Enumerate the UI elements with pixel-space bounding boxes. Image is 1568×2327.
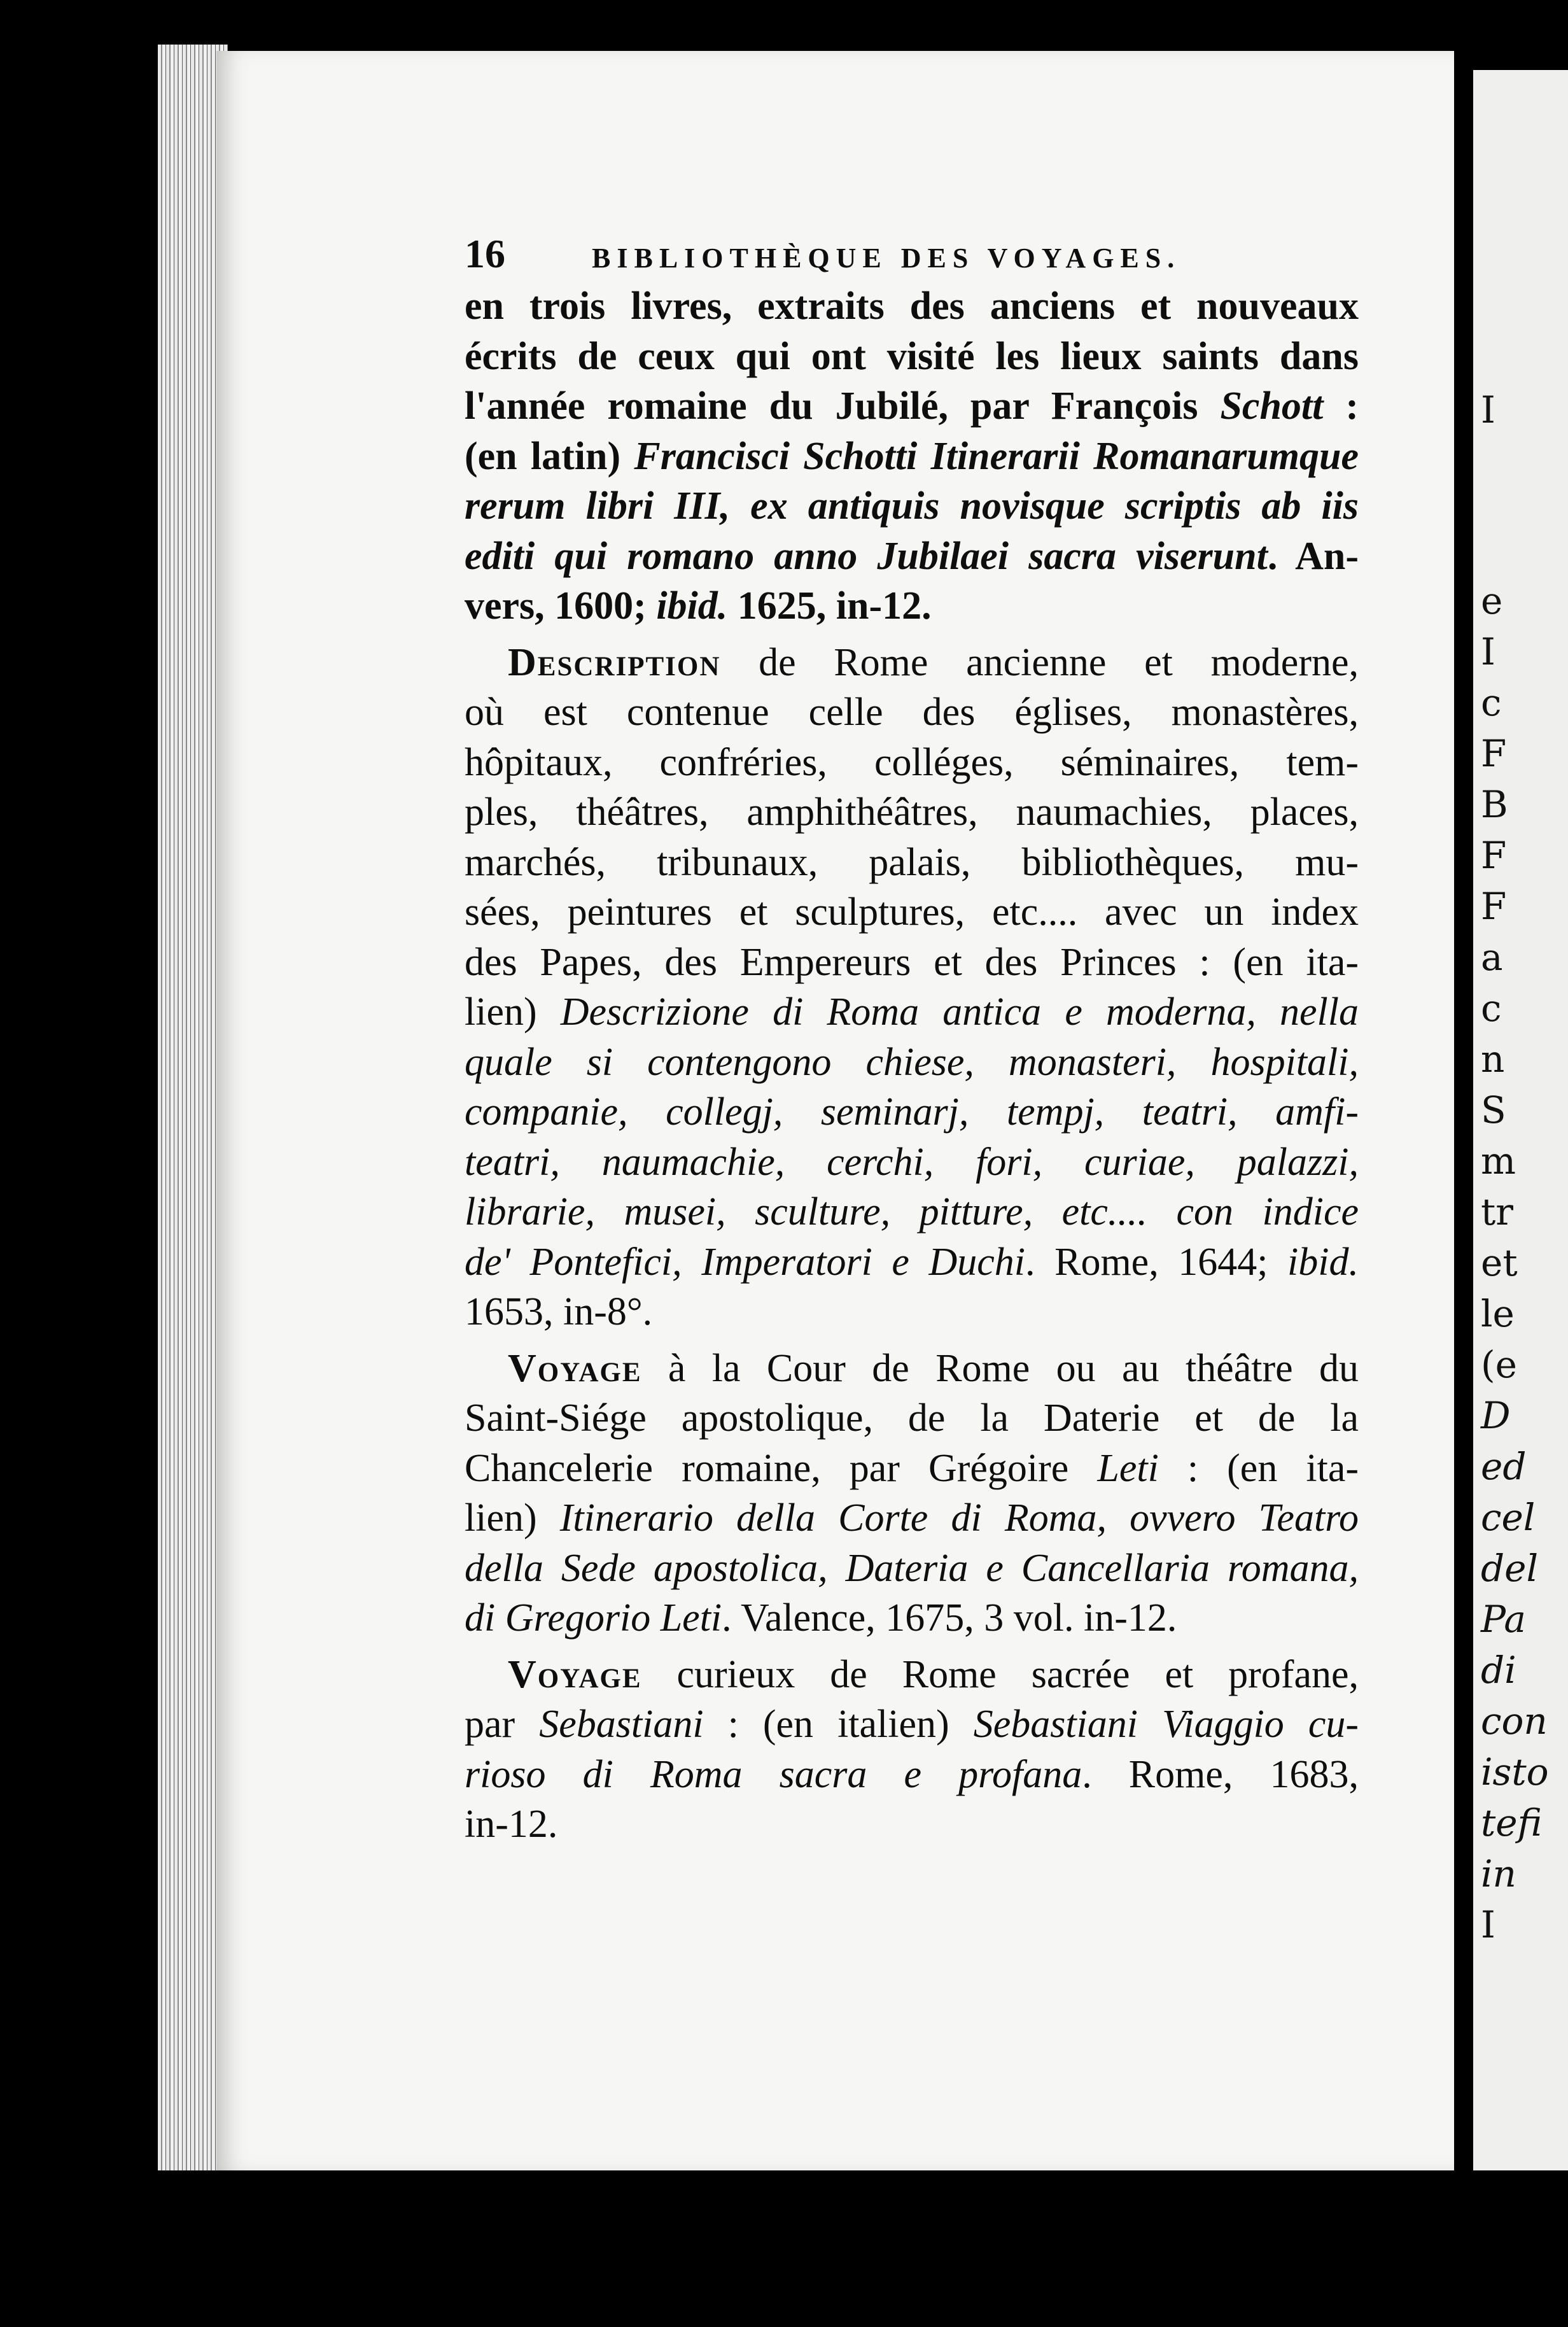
right-fragment: I [1481, 388, 1495, 432]
text-line: (en latin) Francisci Schotti Itinerarii Romanarumque [465, 434, 1359, 478]
text-line: teatri, naumachie, cerchi, fori, curiae, palazzi, [465, 1140, 1359, 1184]
text-line: companie, collegj, seminarj, tempj, teatri, amfi- [465, 1090, 1359, 1134]
right-fragment: (e [1481, 1343, 1517, 1386]
right-fragment: tefi [1481, 1801, 1543, 1845]
right-fragment: F [1481, 885, 1507, 928]
text-line: librarie, musei, sculture, pitture, etc.... con indice [465, 1190, 1359, 1234]
text-line: de' Pontefici, Imperatori e Duchi. Rome, 1644; ibid. [465, 1240, 1359, 1284]
right-fragment: isto [1481, 1750, 1549, 1794]
right-fragment: D [1481, 1394, 1511, 1437]
text-line: vers, 1600; ibid. 1625, in-12. [465, 584, 932, 628]
text-line: di Gregorio Leti. Valence, 1675, 3 vol. in-12. [465, 1596, 1177, 1640]
text-line: in-12. [465, 1803, 558, 1846]
text-line: 1653, in-8°. [465, 1290, 653, 1333]
text-line: des Papes, des Empereurs et des Princes : (en ita- [465, 940, 1359, 984]
right-fragment: n [1481, 1037, 1505, 1081]
bibliography-entry [465, 281, 1359, 631]
text-line: lien) Descrizione di Roma antica e moderna, nella [465, 990, 1359, 1034]
right-fragment: con [1481, 1699, 1548, 1743]
right-fragment: et [1481, 1241, 1518, 1284]
right-fragment: tr [1481, 1190, 1514, 1234]
text-line: en trois livres, extraits des anciens et nouveaux [465, 285, 1359, 328]
right-fragment: B [1481, 783, 1508, 826]
right-fragment: a [1481, 936, 1503, 979]
text-line: ples, théâtres, amphithéâtres, naumachies, places, [465, 791, 1359, 834]
text-line: Voyage à la Cour de Rome ou au théâtre du [508, 1346, 1359, 1390]
page-number: 16 [465, 231, 505, 276]
right-fragment: I [1481, 630, 1495, 673]
right-page-margin [1473, 70, 1568, 2170]
text-line: della Sede apostolica, Dateria e Cancellaria romana, [465, 1546, 1359, 1590]
text-line: quale si contengono chiese, monasteri, hospitali, [465, 1040, 1359, 1084]
text-line: rioso di Roma sacra e profana. Rome, 1683, [465, 1752, 1359, 1796]
text-line: rerum libri III, ex antiquis novisque scriptis ab iis [465, 484, 1359, 528]
right-fragment: in [1481, 1852, 1516, 1895]
right-fragment: S [1481, 1088, 1506, 1132]
running-head [465, 229, 1359, 279]
bibliography-entry [465, 1650, 1359, 1850]
text-line: marchés, tribunaux, palais, bibliothèques, mu- [465, 840, 1359, 884]
text-line: Voyage curieux de Rome sacrée et profane, [508, 1652, 1359, 1696]
text-line: lien) Itinerario della Corte di Roma, ovvero Teatro [465, 1496, 1359, 1540]
bibliography-entry [465, 638, 1359, 1337]
text-line: Saint-Siége apostolique, de la Daterie et de la [465, 1396, 1359, 1440]
text-line: par Sebastiani : (en italien) Sebastiani Viaggio cu- [465, 1703, 1359, 1746]
right-fragment: I [1481, 1903, 1495, 1946]
right-fragment: e [1481, 579, 1503, 622]
right-fragment: F [1481, 834, 1507, 877]
text-line: où est contenue celle des églises, monastères, [465, 691, 1359, 734]
right-fragment: ed [1481, 1445, 1527, 1488]
right-fragment: m [1481, 1139, 1516, 1183]
text-line: écrits de ceux qui ont visité les lieux saints dans [465, 334, 1359, 378]
text-line: sées, peintures et sculptures, etc.... avec un index [465, 890, 1359, 934]
right-fragment: del [1481, 1547, 1539, 1590]
text-line: hôpitaux, confréries, colléges, séminaires, tem- [465, 740, 1359, 784]
page-text [465, 229, 1359, 1850]
right-fragment: c [1481, 681, 1502, 724]
text-line: editi qui romano anno Jubilaei sacra viserunt. An- [465, 534, 1359, 578]
text-line: Description de Rome ancienne et moderne, [508, 640, 1359, 684]
right-fragment: F [1481, 732, 1507, 775]
right-fragment: di [1481, 1649, 1516, 1692]
right-fragment: cel [1481, 1496, 1536, 1539]
text-line: Chancelerie romaine, par Grégoire Leti : (en ita- [465, 1446, 1359, 1490]
right-fragment: Pa [1481, 1598, 1526, 1641]
right-fragment: le [1481, 1292, 1515, 1335]
right-fragment: c [1481, 987, 1502, 1030]
text-line: l'année romaine du Jubilé, par François Schott : [465, 384, 1359, 428]
running-title: BIBLIOTHÈQUE DES VOYAGES. [592, 243, 1181, 274]
bibliography-entry [465, 1344, 1359, 1643]
